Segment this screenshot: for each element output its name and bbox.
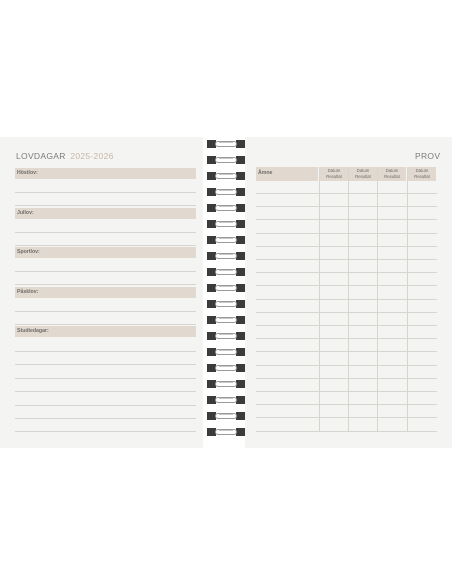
table-row-line (256, 193, 437, 194)
table-row-line (256, 219, 437, 220)
table-row-line (256, 233, 437, 234)
table-row-line (256, 246, 437, 247)
table-row-line (256, 272, 437, 273)
table-row-line (256, 417, 437, 418)
spiral-coil (207, 204, 245, 212)
table-row-line (256, 351, 437, 352)
column-header-bottom: Resultat (414, 174, 430, 179)
table-row-line (256, 285, 437, 286)
column-header-top: Datum (356, 168, 370, 173)
section-header: Påsklov: (15, 287, 196, 298)
section-header: Jullov: (15, 208, 196, 219)
spiral-coil (207, 364, 245, 372)
page-title-prov: PROV (415, 151, 441, 161)
writing-line (15, 232, 196, 233)
writing-line (15, 311, 196, 312)
section-header: Studiedagar: (15, 326, 196, 337)
table-row-line (256, 206, 437, 207)
column-header-datum-resultat (408, 167, 436, 181)
spiral-coil (207, 412, 245, 420)
table-row-line (256, 338, 437, 339)
spiral-coil (207, 348, 245, 356)
section-header: Höstlov: (15, 168, 196, 179)
writing-line (15, 324, 196, 325)
writing-line (15, 205, 196, 206)
writing-line (15, 245, 196, 246)
spiral-coil (207, 140, 245, 148)
spiral-coil (207, 316, 245, 324)
column-header-top: Datum (415, 168, 429, 173)
section-header: Sportlov: (15, 247, 196, 258)
column-header-subject: Ämne (256, 167, 318, 181)
table-row-line (256, 365, 437, 366)
table-row-line (256, 431, 437, 432)
writing-line (15, 271, 196, 272)
writing-line (15, 192, 196, 193)
spiral-coil (207, 428, 245, 436)
column-header-bottom: Resultat (384, 174, 400, 179)
page-title-lovdagar (16, 151, 114, 161)
writing-line (15, 364, 196, 365)
column-header-datum-resultat (378, 167, 406, 181)
table-row-line (256, 259, 437, 260)
table-row-line (256, 378, 437, 379)
table-row-line (256, 404, 437, 405)
spiral-coil (207, 172, 245, 180)
spiral-coil (207, 300, 245, 308)
title-year: 2025-2026 (70, 151, 114, 161)
table-row-line (256, 325, 437, 326)
table-row-line (256, 391, 437, 392)
title-label: LOVDAGAR (16, 151, 66, 161)
column-header-top: Datum (327, 168, 341, 173)
spiral-coil (207, 332, 245, 340)
spiral-coil (207, 236, 245, 244)
column-header-bottom: Resultat (355, 174, 371, 179)
table-row-line (256, 312, 437, 313)
column-header-datum-resultat (320, 167, 348, 181)
spiral-coil (207, 220, 245, 228)
spiral-coil (207, 268, 245, 276)
writing-line (15, 405, 196, 406)
spiral-coil (207, 188, 245, 196)
right-page (242, 137, 452, 448)
writing-line (15, 431, 196, 432)
writing-line (15, 418, 196, 419)
spiral-coil (207, 284, 245, 292)
spiral-coil (207, 156, 245, 164)
column-header-top: Datum (385, 168, 399, 173)
writing-line (15, 351, 196, 352)
spiral-coil (207, 252, 245, 260)
column-header-datum-resultat (349, 167, 377, 181)
spiral-coil (207, 396, 245, 404)
spiral-coil (207, 380, 245, 388)
writing-line (15, 284, 196, 285)
column-header-bottom: Resultat (326, 174, 342, 179)
table-row-line (256, 299, 437, 300)
writing-line (15, 391, 196, 392)
writing-line (15, 378, 196, 379)
